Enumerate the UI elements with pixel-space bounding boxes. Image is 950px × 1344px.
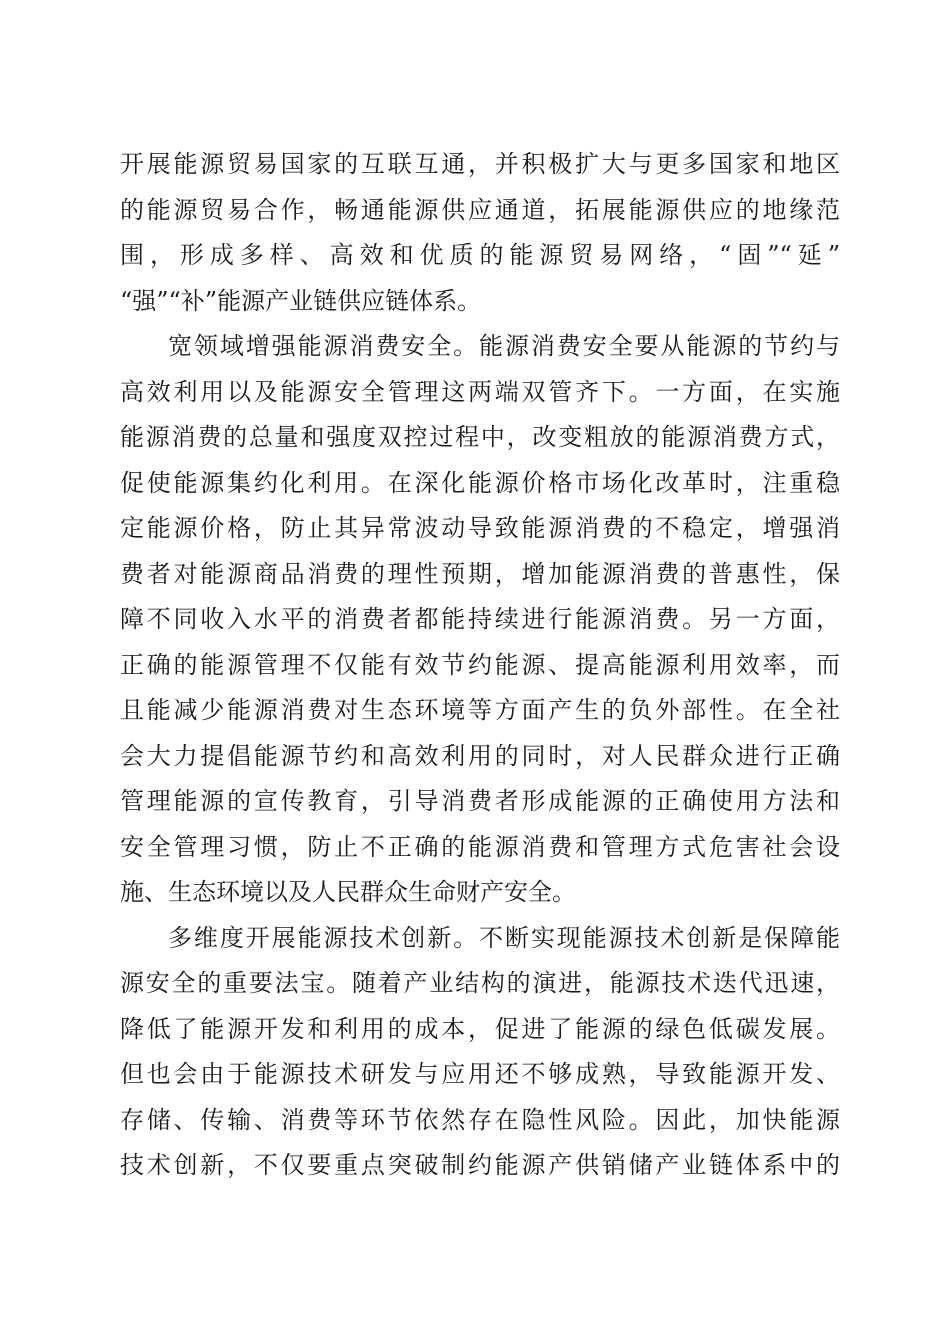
text-line: 费者对能源商品消费的理性预期，增加能源消费的普惠性，保 — [120, 559, 840, 588]
text-line: 技术创新，不仅要重点突破制约能源产供销储产业链体系中的 — [120, 1151, 840, 1179]
paragraph-start-line: 多维度开展能源技术创新。不断实现能源技术创新是保障能 — [168, 923, 840, 952]
text-line: 但也会由于能源技术研发与应用还不够成熟，导致能源开发、 — [120, 1060, 840, 1088]
document-body — [120, 142, 840, 1189]
text-line: 定能源价格，防止其异常波动导致能源消费的不稳定，增强消 — [120, 514, 840, 542]
paragraph-start-line: 宽领域增强能源消费安全。能源消费安全要从能源的节约与 — [168, 332, 840, 360]
text-line: 正确的能源管理不仅能有效节约能源、提高能源利用效率，而 — [120, 650, 840, 679]
text-line: 且能减少能源消费对生态环境等方面产生的负外部性。在全社 — [120, 696, 840, 724]
text-line: 能源消费的总量和强度双控过程中，改变粗放的能源消费方式， — [120, 423, 840, 451]
text-line: 围，形成多样、高效和优质的能源贸易网络，“固”“延” — [120, 241, 840, 269]
text-line: “强”“补”能源产业链供应链体系。 — [120, 286, 482, 315]
text-line: 施、生态环境以及人民群众生命财产安全。 — [120, 878, 576, 906]
text-line: 开展能源贸易国家的互联互通，并积极扩大与更多国家和地区 — [120, 150, 840, 178]
text-line: 促使能源集约化利用。在深化能源价格市场化改革时，注重稳 — [120, 468, 840, 497]
text-line: 源安全的重要法宝。随着产业结构的演进，能源技术迭代迅速， — [120, 969, 840, 997]
text-line: 的能源贸易合作，畅通能源供应通道，拓展能源供应的地缘范 — [120, 195, 840, 224]
text-line: 会大力提倡能源节约和高效利用的同时，对人民群众进行正确 — [120, 741, 840, 770]
text-line: 管理能源的宣传教育，引导消费者形成能源的正确使用方法和 — [120, 787, 840, 815]
text-line: 存储、传输、消费等环节依然存在隐性风险。因此，加快能源 — [120, 1105, 840, 1134]
text-line: 高效利用以及能源安全管理这两端双管齐下。一方面，在实施 — [120, 377, 840, 406]
text-line: 安全管理习惯，防止不正确的能源消费和管理方式危害社会设 — [120, 832, 840, 861]
text-line: 降低了能源开发和利用的成本，促进了能源的绿色低碳发展。 — [120, 1014, 840, 1043]
text-line: 障不同收入水平的消费者都能持续进行能源消费。另一方面， — [120, 605, 840, 633]
